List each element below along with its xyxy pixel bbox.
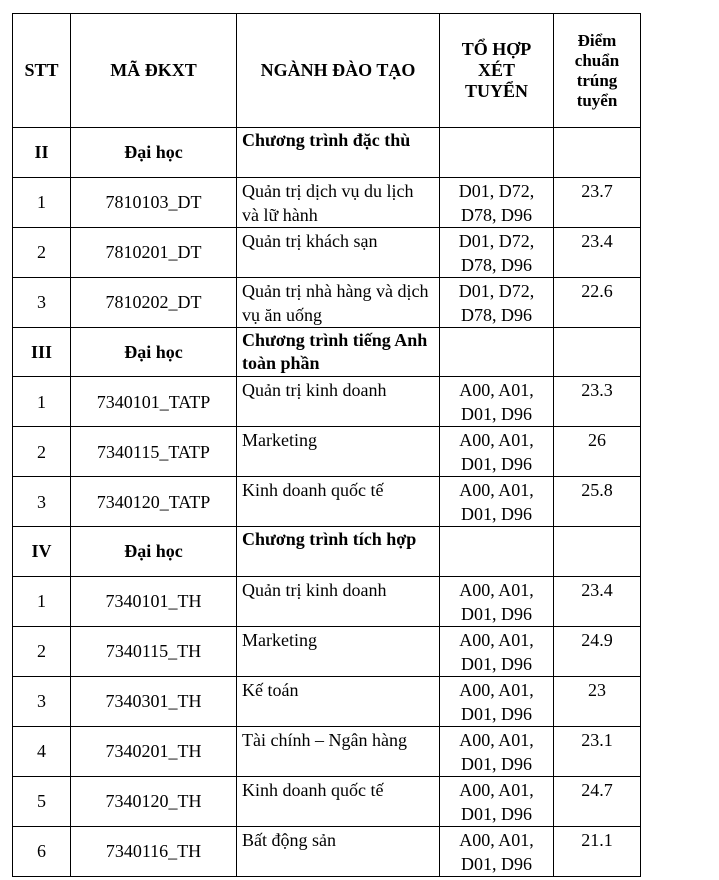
row-score: 23.4 [554, 576, 641, 626]
row-code: 7340101_TATP [71, 377, 237, 427]
row-score: 25.8 [554, 477, 641, 527]
row-combination: A00, A01, D01, D96 [440, 826, 554, 876]
section-level: Đại học [71, 128, 237, 178]
section-number: IV [13, 527, 71, 577]
row-stt: 2 [13, 626, 71, 676]
row-stt: 2 [13, 227, 71, 277]
row-score: 23.4 [554, 227, 641, 277]
row-score: 23.3 [554, 377, 641, 427]
row-score: 23.7 [554, 177, 641, 227]
header-score: Điểm chuẩn trúng tuyển [554, 14, 641, 128]
row-code: 7810103_DT [71, 177, 237, 227]
row-stt: 1 [13, 177, 71, 227]
row-program-name: Marketing [237, 427, 440, 477]
table-row [13, 626, 641, 676]
row-program-name: Quản trị khách sạn [237, 227, 440, 277]
table-row [13, 726, 641, 776]
row-program-name: Tài chính – Ngân hàng [237, 726, 440, 776]
row-code: 7340101_TH [71, 576, 237, 626]
row-code: 7340120_TH [71, 776, 237, 826]
row-combination: A00, A01, D01, D96 [440, 776, 554, 826]
header-program: NGÀNH ĐÀO TẠO [237, 14, 440, 128]
row-stt: 1 [13, 377, 71, 427]
row-program-name: Quản trị kinh doanh [237, 576, 440, 626]
row-program-name: Quản trị dịch vụ du lịch và lữ hành [237, 177, 440, 227]
row-combination: A00, A01, D01, D96 [440, 726, 554, 776]
row-stt: 2 [13, 427, 71, 477]
row-score: 21.1 [554, 826, 641, 876]
section-level: Đại học [71, 327, 237, 377]
row-code: 7810202_DT [71, 277, 237, 327]
row-combination: A00, A01, D01, D96 [440, 477, 554, 527]
row-combination: A00, A01, D01, D96 [440, 377, 554, 427]
row-stt: 6 [13, 826, 71, 876]
table-row [13, 377, 641, 427]
row-combination: A00, A01, D01, D96 [440, 427, 554, 477]
header-combination: TỔ HỢP XÉT TUYỂN [440, 14, 554, 128]
row-combination: A00, A01, D01, D96 [440, 676, 554, 726]
row-program-name: Quản trị nhà hàng và dịch vụ ăn uống [237, 277, 440, 327]
section-row [13, 527, 641, 577]
row-score: 26 [554, 427, 641, 477]
header-code: MÃ ĐKXT [71, 14, 237, 128]
row-code: 7340115_TATP [71, 427, 237, 477]
table-body [13, 128, 641, 877]
section-empty-combo [440, 527, 554, 577]
table-row [13, 776, 641, 826]
row-stt: 3 [13, 477, 71, 527]
header-row [13, 14, 641, 128]
table-row [13, 177, 641, 227]
row-code: 7340301_TH [71, 676, 237, 726]
row-combination: D01, D72, D78, D96 [440, 177, 554, 227]
row-score: 23.1 [554, 726, 641, 776]
section-title: Chương trình tiếng Anh toàn phần [237, 327, 440, 377]
section-empty-score [554, 527, 641, 577]
admission-scores-table [12, 13, 641, 877]
section-empty-score [554, 128, 641, 178]
row-program-name: Kinh doanh quốc tế [237, 776, 440, 826]
row-code: 7340201_TH [71, 726, 237, 776]
row-stt: 1 [13, 576, 71, 626]
table-row [13, 427, 641, 477]
row-combination: A00, A01, D01, D96 [440, 626, 554, 676]
row-code: 7810201_DT [71, 227, 237, 277]
row-program-name: Kế toán [237, 676, 440, 726]
row-score: 24.9 [554, 626, 641, 676]
row-stt: 3 [13, 277, 71, 327]
table-row [13, 676, 641, 726]
row-combination: D01, D72, D78, D96 [440, 277, 554, 327]
row-code: 7340116_TH [71, 826, 237, 876]
row-stt: 3 [13, 676, 71, 726]
row-program-name: Quản trị kinh doanh [237, 377, 440, 427]
row-score: 22.6 [554, 277, 641, 327]
row-code: 7340120_TATP [71, 477, 237, 527]
row-program-name: Marketing [237, 626, 440, 676]
section-level: Đại học [71, 527, 237, 577]
row-combination: D01, D72, D78, D96 [440, 227, 554, 277]
row-score: 23 [554, 676, 641, 726]
row-stt: 5 [13, 776, 71, 826]
section-title: Chương trình đặc thù [237, 128, 440, 178]
header-stt: STT [13, 14, 71, 128]
row-code: 7340115_TH [71, 626, 237, 676]
section-title: Chương trình tích hợp [237, 527, 440, 577]
section-number: II [13, 128, 71, 178]
table-row [13, 477, 641, 527]
row-combination: A00, A01, D01, D96 [440, 576, 554, 626]
row-score: 24.7 [554, 776, 641, 826]
row-program-name: Bất động sản [237, 826, 440, 876]
table-row [13, 277, 641, 327]
section-empty-score [554, 327, 641, 377]
table-row [13, 227, 641, 277]
section-empty-combo [440, 128, 554, 178]
row-stt: 4 [13, 726, 71, 776]
section-row [13, 327, 641, 377]
row-program-name: Kinh doanh quốc tế [237, 477, 440, 527]
section-row [13, 128, 641, 178]
section-empty-combo [440, 327, 554, 377]
table-row [13, 826, 641, 876]
section-number: III [13, 327, 71, 377]
table-row [13, 576, 641, 626]
